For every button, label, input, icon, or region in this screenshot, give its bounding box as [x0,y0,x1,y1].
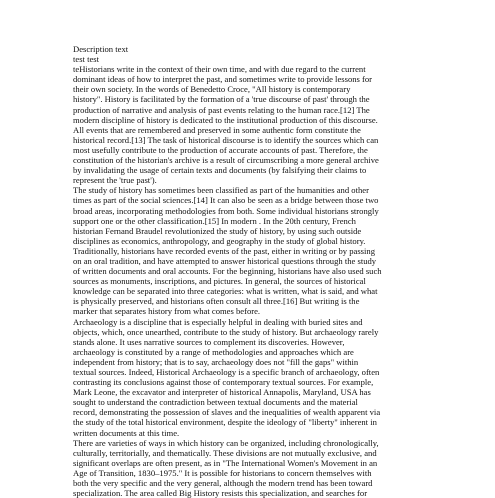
text-line: support one or the other classification.[15] In modern . In the 20th century, French [73,215,356,226]
text-line: Age of Transition, 1830–1975." It is possible for historians to concern themselves with [73,467,372,478]
document-title: Description text [73,44,129,54]
text-line: historian Fernand Braudel revolutionized the study of history, by using such outside [73,225,362,236]
text-line: sought to understand the contradiction between textual documents and the material [73,397,358,408]
text-line: Mark Leone, the excavator and interpreter of historical Annapolis, Maryland, USA has [73,387,371,398]
text-line: of written documents and oral accounts. For the beginning, historians have also used such [73,266,382,277]
text-line: The study of history has sometimes been classified as part of the humanities and other [73,185,369,196]
text-line: specialization. The area called Big History resists this specialization, and searches for [73,488,368,498]
text-line: on an oral tradition, and have attempted to answer historical questions through the study [73,255,377,266]
text-line: stands alone. It uses narrative sources to complement its discoveries. However, [73,336,345,347]
document-subtitle: test test [73,54,100,65]
text-line: objects, which, once unearthed, contribute to the study of history. But archaeology rarely [73,326,379,337]
text-line: the study of the total historical environment, despite the ideology of "liberty" inherent in [73,417,377,428]
text-line: knowledge can be separated into three categories: what is written, what is said, and what [73,286,378,297]
text-line: Traditionally, historians have recorded events of the past, either in writing or by passing [73,245,375,256]
text-line: dominant ideas of how to interpret the past, and sometimes write to provide lessons for [73,74,373,85]
text-line: constitution of the historian's archive is a result of circumscribing a more general archive [73,155,379,166]
text-line: sources as monuments, inscriptions, and pictures. In general, the sources of historical [73,276,366,287]
text-line: significant overlaps are often present, as in "The International Women's Movement in an [73,457,378,468]
text-line: by invalidating the usage of certain texts and documents (by falsifying their claims to [73,165,367,176]
text-line: broad areas, incorporating methodologies from both. Some individual historians strongly [73,205,379,216]
text-line: disciplines as economics, anthropology, and geography in the study of global history. [73,235,366,246]
document-body [73,44,439,498]
text-line: times as part of the social sciences.[14] It can also be seen as a bridge between those two [73,195,379,206]
text-line: most usefully contribute to the production of accurate accounts of past. Therefore, the [73,144,368,155]
text-line: written documents at this time. [73,427,180,438]
text-line: All events that are remembered and preserved in some authentic form constitute the [73,124,361,135]
text-line: modern discipline of history is dedicated to the institutional production of this discourse. [73,114,378,125]
text-line: both the very specific and the very general, although the modern trend has been toward [73,478,373,489]
text-line: marker that separates history from what comes before. [73,306,261,317]
text-line: production of narrative and analysis of past events relating to the human race.[12] The [73,104,370,115]
text-line: is physically preserved, and historians often consult all three.[16] But writing is the [73,296,360,307]
text-line: culturally, territorially, and thematically. These divisions are not mutually exclusive, and [73,447,377,458]
text-line: archaeology is constituted by a range of methodologies and approaches which are [73,346,354,357]
text-line: independent from history; that is to say, archaeology does not "fill the gaps" within [73,356,359,367]
text-line: textual sources. Indeed, Historical Archaeology is a specific branch of archaeology, often [73,367,380,377]
text-line: history". History is facilitated by the formation of a 'true discourse of past' through the [73,94,370,105]
text-line: their own society. In the words of Benedetto Croce, "All history is contemporary [73,84,351,95]
text-line: There are varieties of ways in which history can be organized, including chronologically, [73,437,379,448]
text-line: historical record.[13] The task of historical discourse is to identify the sources which can [73,134,379,145]
text-line: Archaeology is a discipline that is especially helpful in dealing with buried sites and [73,316,363,327]
text-line: represent the 'true past'). [73,175,157,186]
text-line: teHistorians write in the context of their own time, and with due regard to the current [73,64,366,75]
text-line: record, demonstrating the possession of slaves and the inequalities of wealth apparent via [73,407,381,418]
text-line: contrasting its conclusions against those of contemporary textual sources. For example, [73,377,374,388]
